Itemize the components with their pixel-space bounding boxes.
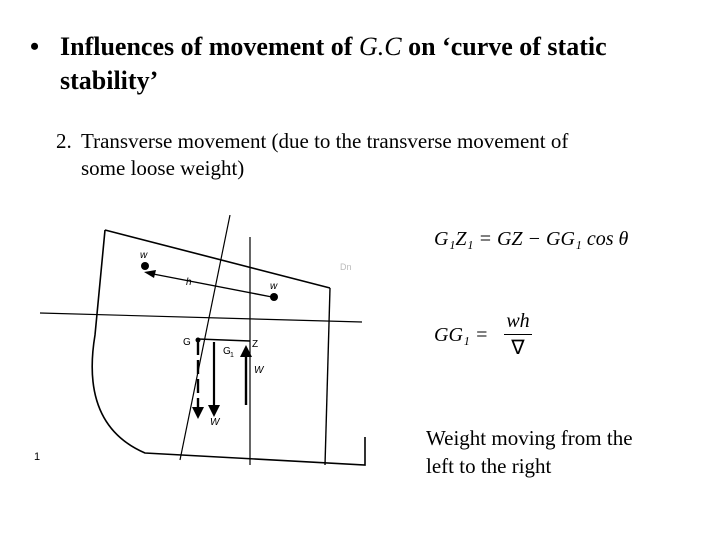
subtitle-line2: some loose weight) (81, 156, 245, 180)
caption (426, 424, 706, 480)
h-arrow-line (148, 273, 272, 297)
label-w-right: w (270, 281, 278, 292)
label-G: G (183, 337, 191, 348)
caption-line2: left to the right (426, 454, 552, 478)
label-h: h (186, 277, 192, 288)
subtitle-number: 2. (56, 129, 72, 153)
title-part1: Influences of movement of (60, 32, 359, 61)
w-down-arrowhead (192, 407, 204, 419)
formula2-lhs: GG₁ = (434, 324, 489, 346)
label-G1-sub: 1 (230, 352, 234, 359)
waterline (40, 313, 362, 322)
label-W-down: W (210, 417, 220, 428)
weight-dot-left (141, 262, 149, 270)
label-W-up: W (254, 365, 264, 376)
formula2-fraction (502, 310, 534, 359)
formula2-numerator: wh (506, 310, 530, 332)
title-italic: G.C (358, 32, 402, 61)
formula-righting-lever: G₁Z₁ = GZ − GG₁ cos θ (434, 228, 629, 250)
hull-right-side (325, 288, 330, 465)
title-text (60, 30, 690, 98)
weight-dot-right (270, 293, 278, 301)
formula2-denominator: ∇ (511, 337, 525, 359)
title-part2: on ‘curve of static stability’ (60, 32, 607, 95)
gz-line (198, 339, 250, 341)
g-dot (196, 338, 201, 343)
h-arrowhead-left (144, 270, 156, 278)
w-down-arrowhead2 (208, 405, 220, 417)
title-bullet: • (30, 32, 40, 61)
caption-line1: Weight moving from the (426, 426, 633, 450)
label-faint-mark: Dn (340, 262, 352, 272)
label-w-top: w (140, 250, 148, 261)
subtitle-line1: Transverse movement (due to the transverse movement of (81, 129, 569, 153)
label-margin-mark: 1 (34, 451, 41, 463)
label-Z: Z (252, 339, 259, 350)
deck-line (105, 230, 330, 288)
ship-section-diagram (20, 215, 380, 475)
subtitle-text (81, 128, 676, 182)
label-G1: G (223, 346, 231, 357)
